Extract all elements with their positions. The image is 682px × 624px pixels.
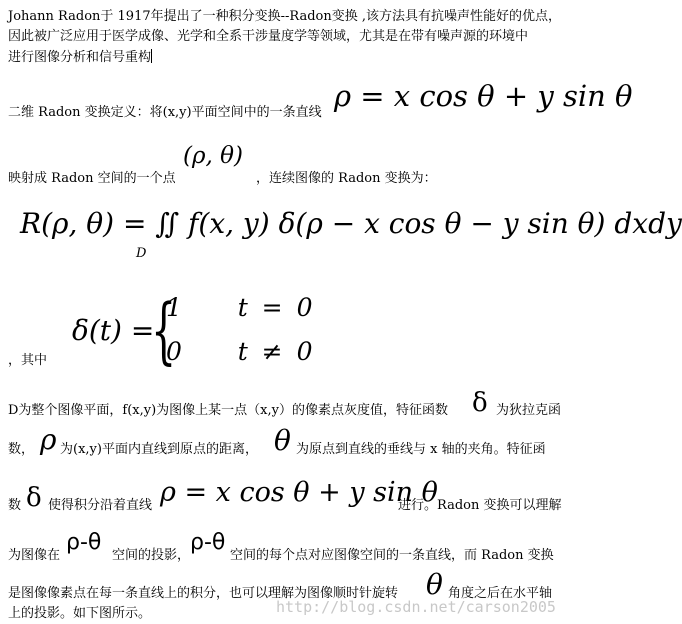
qizhong-text: ，其中 xyxy=(8,353,48,368)
delta-case-2: 0 t ≠ 0 xyxy=(166,337,313,366)
para2-line5-a: 是图像像素点在每一条直线上的积分，也可以理解为图像顺时针旋转 xyxy=(8,586,399,601)
intro-line-3-text: 进行图像分析和信号重构 xyxy=(8,50,152,65)
line-equation: ρ = x cos θ + y sin θ xyxy=(334,79,633,113)
para2-line3-b: 使得积分沿着直线 xyxy=(48,498,153,513)
delta-symbol: δ xyxy=(472,388,488,418)
rho-symbol: ρ xyxy=(40,423,57,456)
para2-line2-a: 数， xyxy=(8,442,35,457)
para2-line3-a: 数 xyxy=(8,498,22,513)
intro-line-3 xyxy=(8,49,152,66)
mapping-text: 映射成 Radon 空间的一个点 xyxy=(8,171,176,186)
integral-domain-label: D xyxy=(136,246,147,261)
para2-line4-b: 空间的投影， xyxy=(112,548,191,563)
rho-theta-symbol: ρ-θ xyxy=(66,530,102,555)
intro-line-1: Johann Radon于 1917年提出了一种积分变换--Radon变换 ,该方法具有抗噪声性能好的优点， xyxy=(8,9,562,24)
para2-line3-c: 进行。Radon 变换可以理解 xyxy=(398,498,562,513)
theta-symbol-2: θ xyxy=(426,568,443,601)
definition-text: 二维 Radon 变换定义：将(x,y)平面空间中的一条直线 xyxy=(8,105,322,120)
text-cursor xyxy=(151,49,152,63)
intro-line-2: 因此被广泛应用于医学成像、光学和全系干涉量度学等领域，尤其是在带有噪声源的环境中 xyxy=(8,29,529,44)
para2-line1-b: 为狄拉克函 xyxy=(496,403,562,418)
theta-symbol: θ xyxy=(274,424,291,457)
mapping-text-2: ，连续图像的 Radon 变换为： xyxy=(256,171,437,186)
rho-theta-symbol-2: ρ-θ xyxy=(190,530,226,555)
para2-line1-a: D为整个图像平面，f(x,y)为图像上某一点（x,y）的像素点灰度值，特征函数 xyxy=(8,403,448,418)
para2-line4-c: 空间的每个点对应图像空间的一条直线，而 Radon 变换 xyxy=(230,548,554,563)
delta-case-1: 1 t = 0 xyxy=(166,293,313,322)
delta-symbol-2: δ xyxy=(26,483,42,513)
para2-line2-b: 为(x,y)平面内直线到原点的距离， xyxy=(60,442,258,457)
line-equation-2: ρ = x cos θ + y sin θ xyxy=(160,477,438,508)
para2-line6: 上的投影。如下图所示。 xyxy=(8,606,152,621)
point-rho-theta: (ρ, θ) xyxy=(183,143,243,169)
para2-line5-b: 角度之后在水平轴 xyxy=(448,586,553,601)
brace-symbol: { xyxy=(151,288,177,372)
delta-lhs: δ(t) = xyxy=(72,314,155,347)
radon-integral-equation: R(ρ, θ) = ∬ f(x, y) δ(ρ − x cos θ − y sin θ) dxdy xyxy=(20,207,682,240)
para2-line2-c: 为原点到直线的垂线与 x 轴的夹角。特征函 xyxy=(296,442,546,457)
watermark: http://blog.csdn.net/carson2005 xyxy=(276,598,556,616)
para2-line4-a: 为图像在 xyxy=(8,548,61,563)
